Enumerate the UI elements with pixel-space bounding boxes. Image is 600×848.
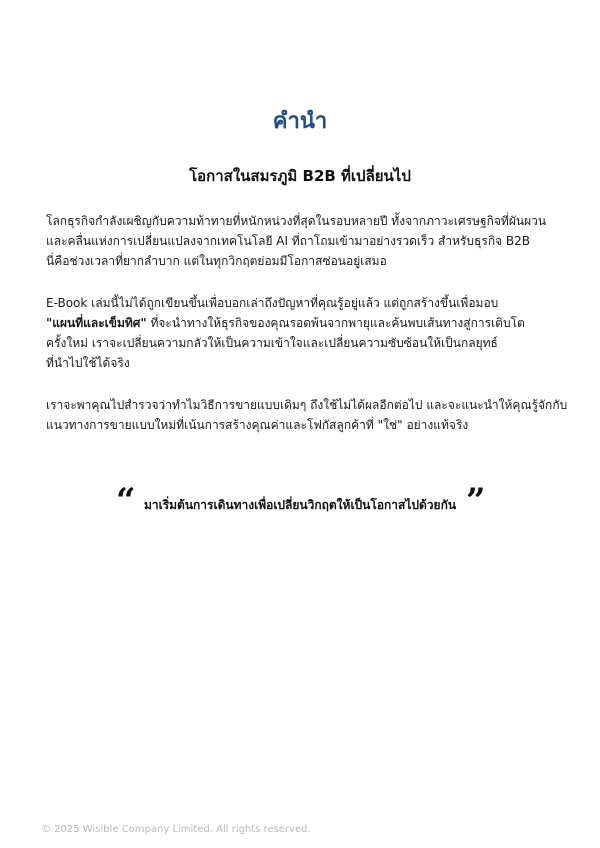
close-quote-icon: ” (466, 481, 486, 521)
paragraph-line: นี่คือช่วงเวลาที่ยากลำบาก แต่ในทุกวิกฤตย่อมมีโอกาสซ่อนอยู่เสมอ (46, 254, 387, 268)
paragraph-line: E-Book เล่มนี้ไม่ได้ถูกเขียนขึ้นเพื่อบอกเล่าถึงปัญหาที่คุณรู้อยู่แล้ว แต่ถูกสร้างขึ้นเพื่อมอบ (46, 296, 499, 310)
paragraph-line-rest: ที่จะนำทางให้ธุรกิจของคุณรอดพ้นจากพายุและค้นพบเส้นทางสู่การเติบโต (146, 316, 525, 330)
page-title: คำนำ (272, 109, 328, 134)
paragraph-line: โลกธุรกิจกำลังเผชิญกับความท้าทายที่หนักหน่วงที่สุดในรอบหลายปี ทั้งจากภาวะเศรษฐกิจที่ผันผวน (46, 214, 547, 228)
paragraph-line: แนวทางการขายแบบใหม่ที่เน้นการสร้างคุณค่าและโฟกัสลูกค้าที่ "ใช่" อย่างแท้จริง (46, 418, 469, 432)
paragraph-line: ที่นำไปใช้ได้จริง (46, 356, 130, 370)
paragraph-line: และคลื่นแห่งการเปลี่ยนแปลงจากเทคโนโลยี AI ที่ถาโถมเข้ามาอย่างรวดเร็ว สำหรับธุรกิจ B2B (46, 234, 531, 248)
intro-paragraph-3 (46, 395, 568, 435)
page-subtitle: โอกาสในสมรภูมิ B2B ที่เปลี่ยนไป (189, 167, 411, 185)
closing-quote (0, 481, 600, 524)
paragraph-line: ครั้งใหม่ เราจะเปลี่ยนความกลัวให้เป็นความเข้าใจและเปลี่ยนความซับซ้อนให้เป็นกลยุทธ์ (46, 336, 498, 350)
paragraph-line (46, 313, 558, 333)
open-quote-icon: “ (116, 481, 136, 521)
footer-copyright: © 2025 Wisible Company Limited. All rights reserved. (41, 824, 311, 835)
paragraph-line: เราจะพาคุณไปสำรวจว่าทำไมวิธีการขายแบบเดิมๆ ถึงใช้ไม่ได้ผลอีกต่อไป และจะแนะนำให้คุณรู้จักกับ (46, 398, 568, 412)
highlight-phrase: "แผนที่และเข็มทิศ" (46, 316, 147, 330)
intro-paragraph-2 (46, 293, 558, 373)
quote-text: มาเริ่มต้นการเดินทางเพื่อเปลี่ยนวิกฤตให้เป็นโอกาสไปด้วยกัน (143, 498, 457, 512)
intro-paragraph-1 (46, 211, 558, 271)
